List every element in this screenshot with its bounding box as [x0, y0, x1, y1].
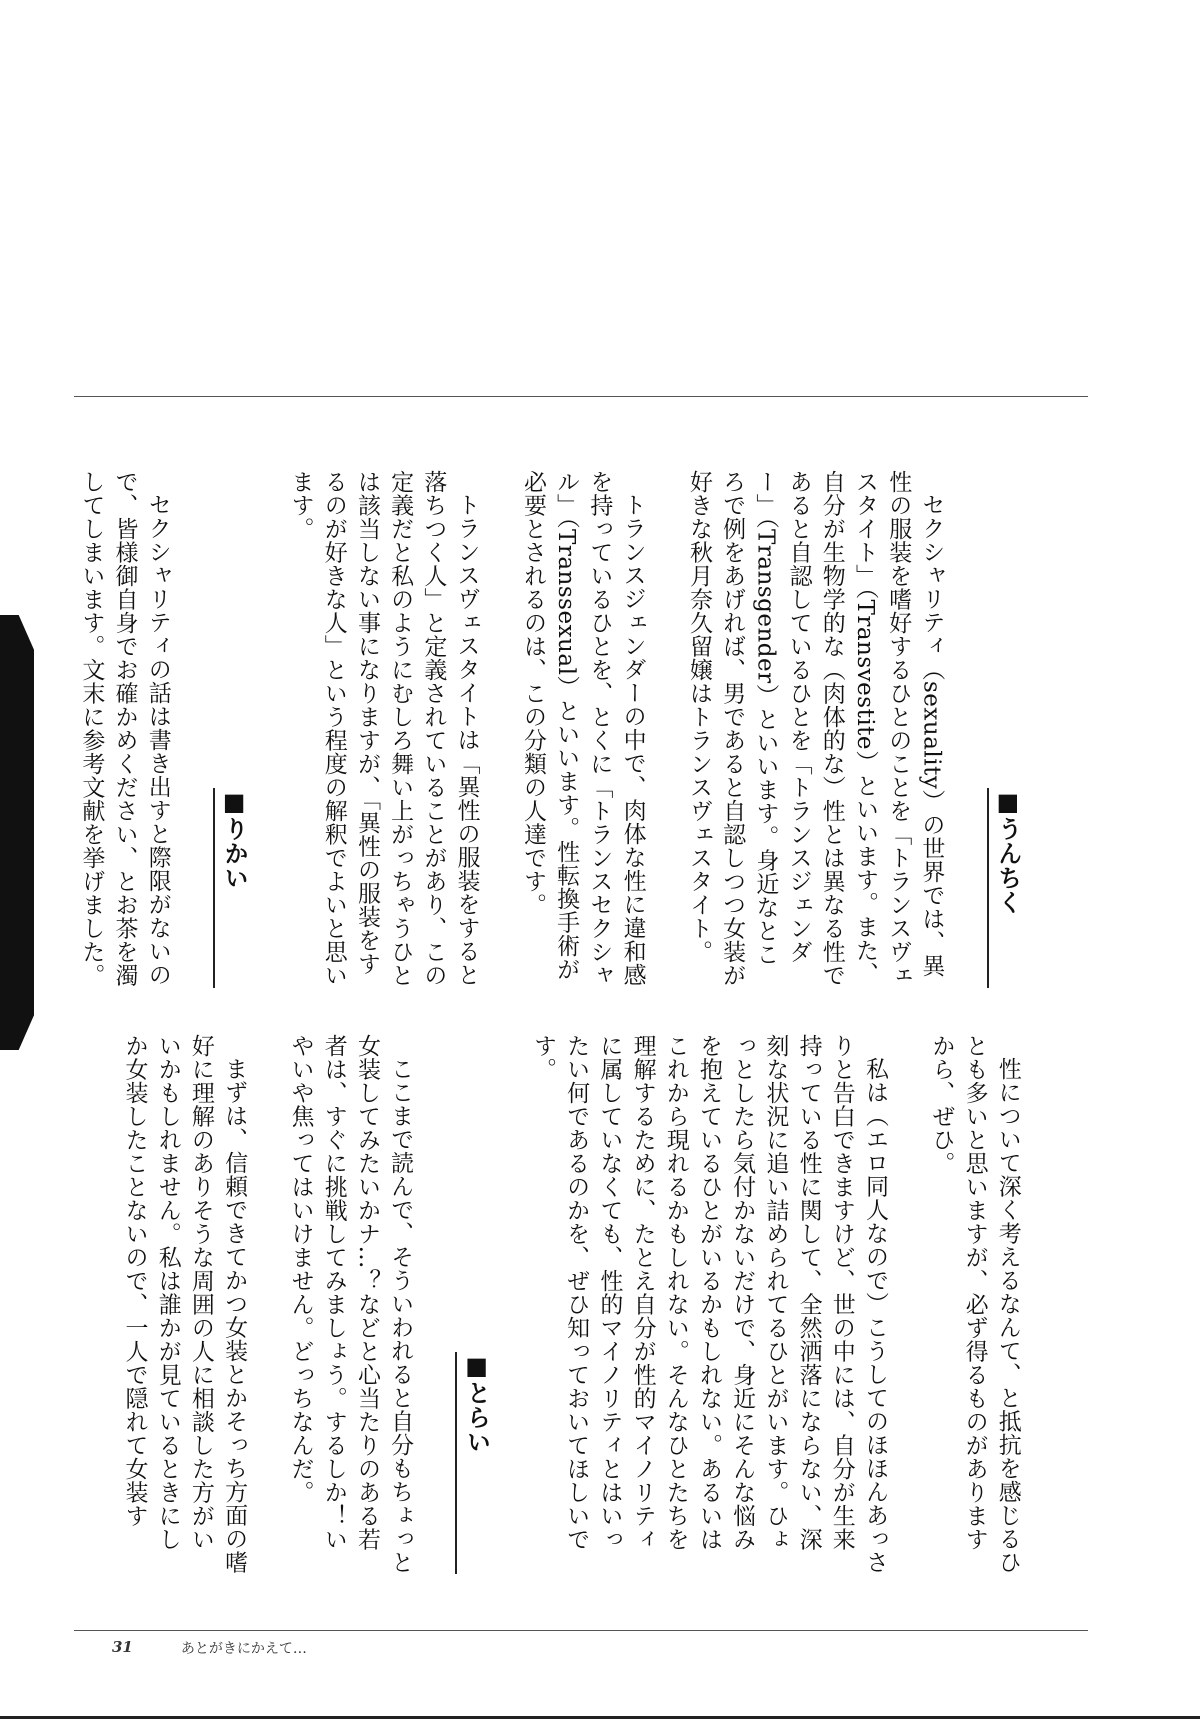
page-number: 31 — [112, 1638, 133, 1656]
heading-unchiku-label: ■うんちく — [993, 788, 1022, 915]
heading-rikai-label: ■りかい — [220, 788, 249, 890]
paragraph: 性について深く考えるなんて、と抵抗を感じるひとも多いと思いますが、必ず得るものがありますから、ぜひ。 — [928, 1034, 1021, 1574]
top-rule — [74, 396, 1088, 397]
upper-text-band — [78, 470, 1057, 988]
running-footer: あとがきにかえて… — [180, 1641, 307, 1657]
heading-torai-label: ■とらい — [462, 1352, 491, 1454]
lower-text-band — [121, 1034, 1057, 1574]
paragraph: 私は（エロ同人なので）こうしてのほほんあっさりと告白できますけど、世の中には、自分が生来持っている性に関して、全然洒落にならない、深刻な状況に追い詰められてるひとがいます。ひょっとしたら気付かないだけで、身近にそんな悩みを抱えているひとがいるかもしれない。あるいはこれから現れるかもしれない。そんなひとたちを理解するために、たとえ自分が性的マイノリティに属していなくても、性的マイノリティとはいったい何であるのかを、ぜひ知っておいてほしいです。 — [529, 1034, 888, 1574]
chapter-tab-mark — [0, 615, 34, 1050]
heading-unchiku — [987, 788, 1024, 988]
paragraph: トランスジェンダーの中で、肉体な性に違和感を持っているひとを、とくに「トランスセクシャル」（Transsexual）といいます。性転換手術が必要とされるのは、この分類の人達です。 — [519, 470, 646, 987]
paragraph: まずは、信頼できてかつ女装とかそっち方面の嗜好に理解のありそうな周囲の人に相談した方がいいかもしれません。私は誰かが見ているときにしか女装したことないので、一人で隠れて女装す — [121, 1034, 248, 1574]
paragraph: セクシャリティの話は書き出すと際限がないので、皆様御自身でお確かめください、とお茶を濁してしまいます。文末に参考文献を挙げました。 — [78, 470, 171, 987]
heading-torai — [455, 1352, 492, 1574]
paragraph: セクシャリティ（sexuality）の世界では、異性の服装を嗜好するひとのことを「トランスヴェスタイト」（Transvestite）といいます。また、自分が生物学的な（肉体的な）性とは異なる性であると自認しているひとを「トランスジェンダー」（Transgender）といいます。身近なところで例をあげれば、男であると自認しつつ女装が好きな秋月奈久留嬢はトランスヴェスタイト。 — [685, 470, 945, 987]
bottom-rule — [74, 1630, 1088, 1631]
paragraph: トランスヴェスタイトは「異性の服装をすると落ちつく人」と定義されていることがあり、この定義だと私のようにむしろ舞い上がっちゃうひとは該当しない事になりますが、「異性の服装をするのが好きな人」という程度の解釈でよいと思います。 — [287, 470, 480, 987]
page-footer — [112, 1638, 307, 1658]
paragraph: ここまで読んで、そういわれると自分もちょっと女装してみたいかナ…？などと心当たりのある若者は、すぐに挑戦してみましょう。するしか！いやいや焦ってはいけません。どっちなんだ。 — [287, 1034, 414, 1574]
heading-rikai — [213, 788, 250, 988]
